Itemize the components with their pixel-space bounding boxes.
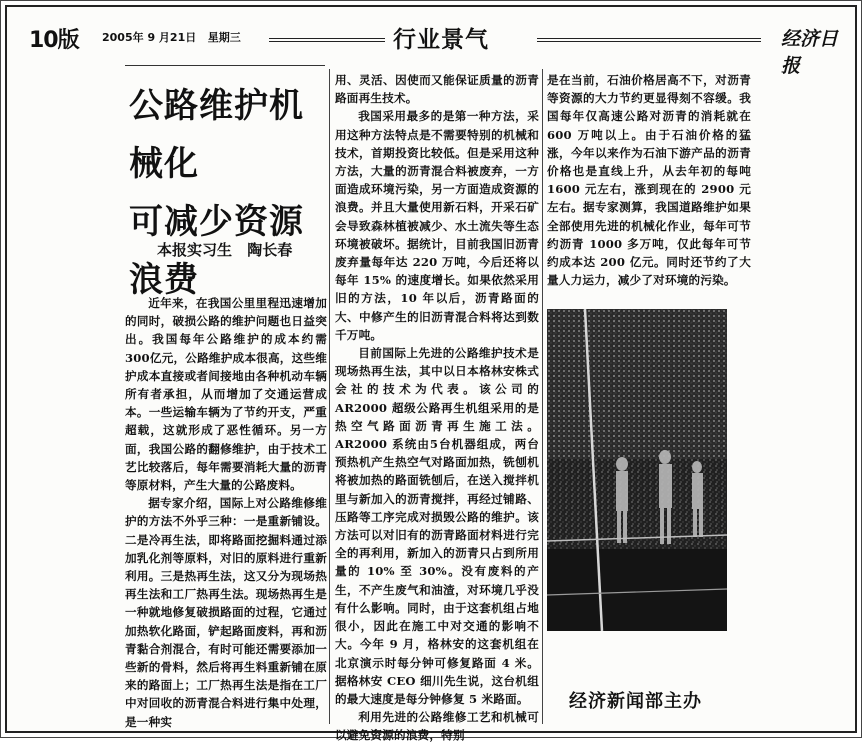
masthead-rule-right [537,38,761,45]
article-column-2 [335,71,539,745]
article-column-3 [547,71,751,289]
newspaper-page [5,5,857,743]
section-title: 行业景气 [393,27,489,53]
road-work-photo [547,309,727,631]
issue-date-line [102,29,241,45]
article-paragraph: 利用先进的公路维修工艺和机械可以避免资源的浪费，特别 [335,710,539,743]
newspaper-logo: 经济日报 [781,28,839,77]
article-paragraph: 是在当前，石油价格居高不下，对沥青等资源的大力节约更显得刻不容缓。我国每年仅高速公路对沥青的消耗就在 600 万吨以上。由于石油价格的猛涨，今年以来作为石油下游产品的沥青价格也是直线上升，从去年初的每吨 1600 元左右，涨到现在的 2900 元左右。据专家测算，我国道路维护如果全部使用先进的机械化作业，每年可节约沥青 1000 多万吨，仅此每年可节约成本达 200 亿元。同时还节约了大量人力运力，减少了对环境的污染。 [547,73,751,288]
issue-date: 2005年 9 月21日 [102,31,197,44]
photo-image [547,309,727,631]
column-divider [542,69,543,724]
headline-line: 公路维护机械化 [129,86,304,184]
issue-weekday: 星期三 [207,31,241,44]
headline-rule [125,65,325,66]
article-paragraph: 近年来，在我国公里里程迅速增加的同时，破损公路的维护问题也日益突出。我国每年公路维护的成本约需 300亿元，公路维护成本很高，这些维护成本直接或者间接地由各种机动车辆所有者承担，从而增加了交通运营成本。一些运输车辆为了节约开支，严重超载，这就形成了恶性循环。另一方面，我国公路的翻修维护，由于技术工艺比较落后，每年需要消耗大量的沥青等原材料，产生大量的公路废料。 [125,296,327,493]
masthead-rule-left [269,38,385,45]
masthead [7,7,855,77]
article-paragraph: 我国采用最多的是第一种方法，采用这种方法特点是不需要特别的机械和技术，首期投资比较低。但是采用这种方法，大量的沥青混合料被废弃，一方面造成环境污染，另一方面造成资源的浪费。并且大量使用新石料，开采石矿会导致森林植被减少、水土流失等生态环境被破坏。据统计，目前我国旧沥青废弃量每年达 220 万吨，今后还将以每年 15% 的速度增长。如果依然采用旧的方法，10 年以后，沥青路面的大、中修产生的旧沥青混合料将达到数千万吨。 [335,109,539,342]
page-number: 10版 [29,28,79,53]
article-paragraph: 据专家介绍，国际上对公路维修维护的方法不外乎三种：一是重新铺设。二是冷再生法，即将路面挖掘料通过添加乳化剂等原料，对旧的原料进行重新利用。三是热再生法，这又分为现场热再生法和工厂热再生法。现场热再生是一种就地修复破损路面的过程，它通过加热软化路面，铲起路面废料，再和沥青黏合剂混合，有时可能还需要添加一些新的骨料，然后将再生料重新铺在原来的路面上；工厂热再生法是指在工厂中对回收的沥青混合料进行集中处理，是一种实 [125,496,327,729]
article-column-1 [125,294,327,731]
article-paragraph: 用、灵活、因使而又能保证质量的沥青路面再生技术。 [335,73,539,106]
headline-line: 可减少资源浪费 [129,202,304,300]
sponsor-line: 经济新闻部主办 [569,691,702,712]
article-byline: 本报实习生 陶长春 [157,241,293,259]
column-divider [329,69,330,724]
article-headline [129,77,329,309]
article-paragraph: 目前国际上先进的公路维护技术是现场热再生法，其中以日本格林安株式会社的技术为代表。该公司的 AR2000 超级公路再生机组采用的是热空气路面沥青再生施工法。AR2000 系统由5台机器组成，两台预热机产生热空气对路面加热，铣刨机将被加热的路面铣刨后，在送入搅拌机里与新加入的沥青搅拌，再经过铺路、压路等工序完成对损毁公路的维护。该方法可以对旧有的沥青路面材料进行完全的再利用，新加入的沥青只占到所用量的 10% 至 30%。没有废料的产生，不产生废气和油渣，对环境几乎没有什么影响。同时，由于这套机组占地很小，因此在施工中对交通的影响不大。今年 9 月，格林安的这套机组在北京演示时每分钟可修复路面 4 米。据格林安 CEO 细川先生说，这台机组的最大速度是每分钟修复 5 米路面。 [335,346,539,706]
